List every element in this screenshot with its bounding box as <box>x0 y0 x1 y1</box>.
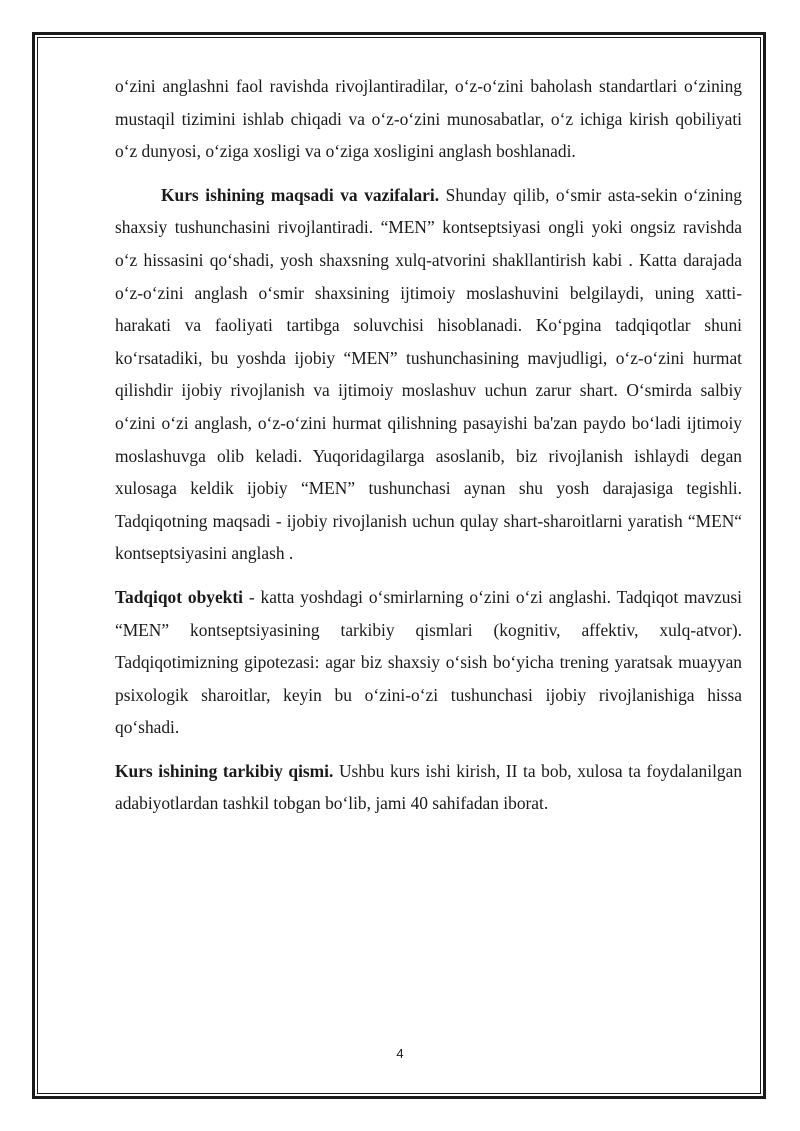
paragraph-research-object <box>115 581 742 744</box>
section-heading-research-object: Tadqiqot obyekti <box>115 586 243 607</box>
page-number: 4 <box>396 1046 404 1061</box>
paragraph-text: Ushbu kurs ishi kirish, II ta bob, xulosa ta foydalanilgan adabiyotlardan tashkil tobgan bo‘lib, jami 40 sahifadan iborat. <box>115 760 743 814</box>
paragraph-course-goals <box>115 179 742 570</box>
paragraph-continuation <box>115 70 742 168</box>
section-heading-goals: Kurs ishining maqsadi va vazifalari. <box>161 184 440 205</box>
document-body <box>115 70 742 831</box>
paragraph-course-structure <box>115 755 742 820</box>
paragraph-text: Shunday qilib, o‘smir asta-sekin o‘zining shaxsiy tushunchasini rivojlantiradi. “MEN” kontseptsiyasi ongli yoki ongsiz ravishda o‘z hissasini qo‘shadi, yosh shaxsning xulq-atvorini shakllantirish kabi . Katta darajada o‘z-o‘zini anglash o‘smir shaxsining ijtimoiy moslashuvini belgilaydi, uning xatti-harakati va faoliyati tartibga soluvchisi hisoblanadi. Ko‘pgina tadqiqotlar shuni ko‘rsatadiki, bu yoshda ijobiy “MEN” tushunchasining mavjudligi, o‘z-o‘zini hurmat qilishdir ijobiy rivojlanish va ijtimoiy moslashuv uchun zarur shart. O‘smirda salbiy o‘zini o‘zi anglash, o‘z-o‘zini hurmat qilishning pasayishi ba'zan paydo bo‘ladi ijtimoiy moslashuvga olib keladi. Yuqoridagilarga asoslanib, biz rivojlanish ishlaydi degan xulosaga keldik ijobiy “MEN” tushunchasi aynan shu yosh darajasiga tegishli. Tadqiqotning maqsadi - ijobiy rivojlanish uchun qulay shart-sharoitlarni yaratish “MEN“ kontseptsiyasini anglash . <box>115 184 742 564</box>
section-heading-structure: Kurs ishining tarkibiy qismi. <box>115 760 334 781</box>
paragraph-text: - katta yoshdagi o‘smirlarning o‘zini o‘zi anglashi. Tadqiqot mavzusi “MEN” kontseptsiyasining tarkibiy qismlari (kognitiv, affektiv, xulq-atvor). Tadqiqotimizning gipotezasi: agar biz shaxsiy o‘sish bo‘yicha trening yaratsak muayyan psixologik sharoitlar, keyin bu o‘zini-o‘zi tushunchasi ijobiy rivojlanishiga hissa qo‘shadi. <box>115 586 742 738</box>
paragraph-text: o‘zini anglashni faol ravishda rivojlantiradilar, o‘z-o‘zini baholash standartlari o‘zining mustaqil tizimini ishlab chiqadi va o‘z-o‘zini munosabatlar, o‘z ichiga kirish qobiliyati o‘z dunyosi, o‘ziga xosligi va o‘ziga xosligini anglash boshlanadi. <box>115 76 742 162</box>
